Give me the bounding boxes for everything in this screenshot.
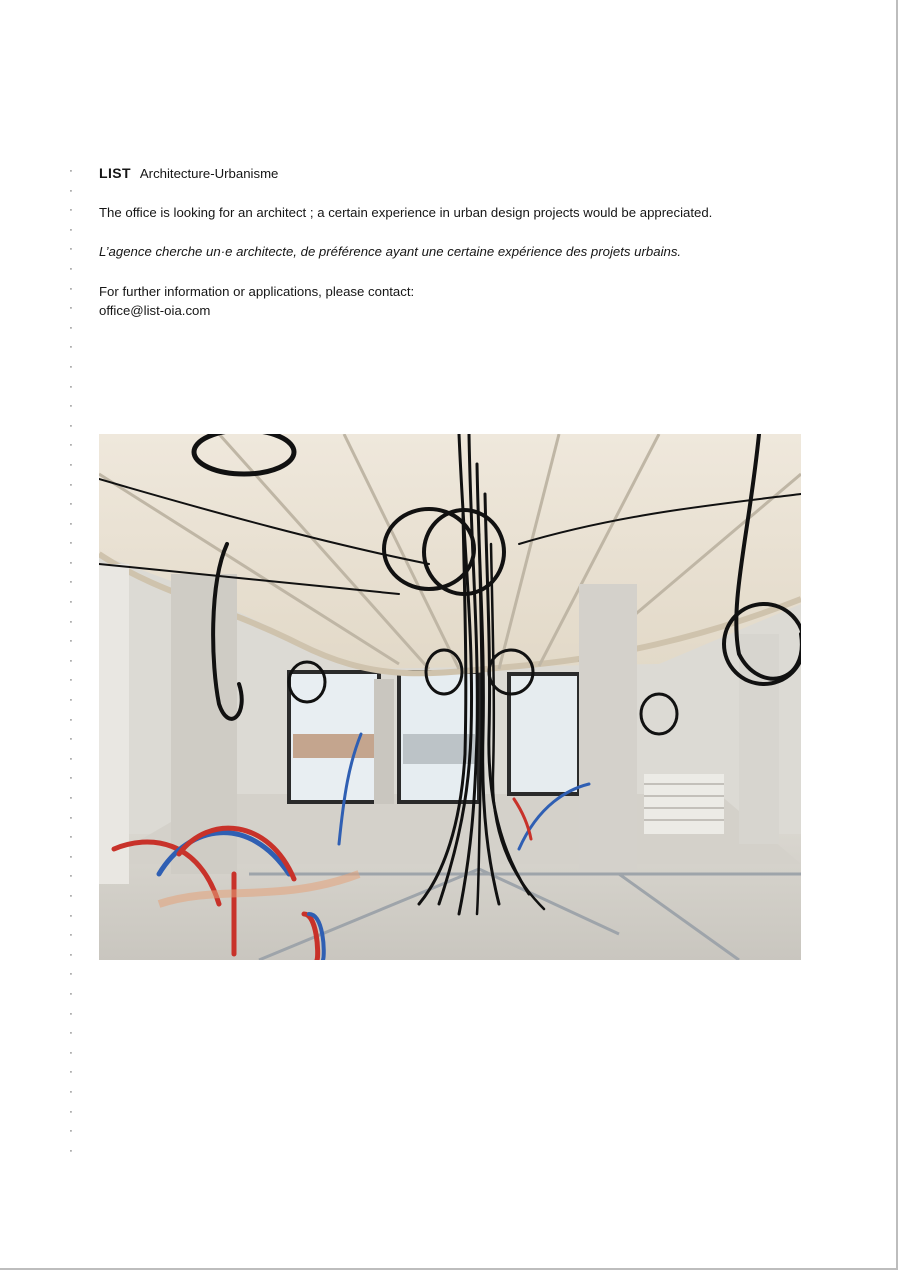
margin-dot: · (69, 184, 73, 197)
contact-email-link[interactable]: office@list-oia.com (99, 303, 211, 319)
margin-dot: · (69, 204, 73, 217)
margin-dot: · (69, 615, 73, 628)
margin-dot: · (69, 478, 73, 491)
margin-dot: · (69, 850, 73, 863)
construction-site-photo (99, 434, 801, 960)
margin-dot: · (69, 262, 73, 275)
margin-dot: · (69, 596, 73, 609)
margin-dot: · (69, 733, 73, 746)
margin-dot: · (69, 1144, 73, 1157)
margin-dot: · (69, 537, 73, 550)
margin-dot: · (69, 909, 73, 922)
margin-dot: · (69, 498, 73, 511)
margin-dot: · (69, 968, 73, 981)
margin-dot: · (69, 792, 73, 804)
margin-dot: · (69, 870, 73, 883)
margin-dot: · (69, 889, 73, 902)
margin-dot: · (69, 1027, 73, 1040)
company-logo: LIST (99, 165, 131, 181)
margin-dot: · (69, 1046, 73, 1059)
margin-dot: · (69, 772, 73, 785)
margin-dot: · (69, 1085, 73, 1098)
margin-dot: · (69, 517, 73, 530)
margin-dot: · (69, 635, 73, 648)
margin-dot: · (69, 831, 73, 844)
margin-dot: · (69, 948, 73, 961)
margin-dot: · (69, 1007, 73, 1020)
margin-dot: · (69, 713, 73, 726)
margin-dot: · (69, 360, 73, 373)
margin-dot: · (69, 380, 73, 393)
margin-dot: · (69, 1066, 73, 1079)
margin-dot: · (69, 165, 73, 177)
margin-dot: · (69, 694, 73, 707)
margin-dot: · (69, 576, 73, 589)
margin-dot-column (66, 162, 76, 1161)
photo-illustration (99, 434, 801, 960)
margin-dot: · (69, 811, 73, 824)
company-tagline: Architecture-Urbanisme (139, 166, 279, 181)
margin-dot: · (69, 321, 73, 334)
margin-dot: · (69, 282, 73, 295)
margin-dot: · (69, 458, 73, 471)
english-description: The office is looking for an architect ; a certain experience in urban design projects would be appreciated. (99, 205, 713, 221)
margin-dot: · (69, 987, 73, 1000)
margin-dot: · (69, 341, 73, 354)
margin-dot: · (69, 400, 73, 413)
job-posting (99, 164, 819, 321)
french-description: L’agence cherche un·e architecte, de préférence ayant une certaine expérience des projets urbains. (99, 244, 682, 260)
margin-dot: · (69, 556, 73, 569)
margin-dot: · (69, 752, 73, 765)
margin-dot: · (69, 1125, 73, 1138)
margin-dot: · (69, 674, 73, 687)
margin-dot: · (69, 654, 73, 667)
margin-dot: · (69, 439, 73, 452)
margin-dot: · (69, 223, 73, 236)
margin-dot: · (69, 1105, 73, 1118)
contact-prompt: For further information or applications, please contact: (99, 283, 415, 299)
margin-dot: · (69, 419, 73, 432)
margin-dot: · (69, 929, 73, 942)
margin-dot: · (69, 243, 73, 256)
margin-dot: · (69, 302, 73, 315)
header-line (99, 164, 819, 184)
